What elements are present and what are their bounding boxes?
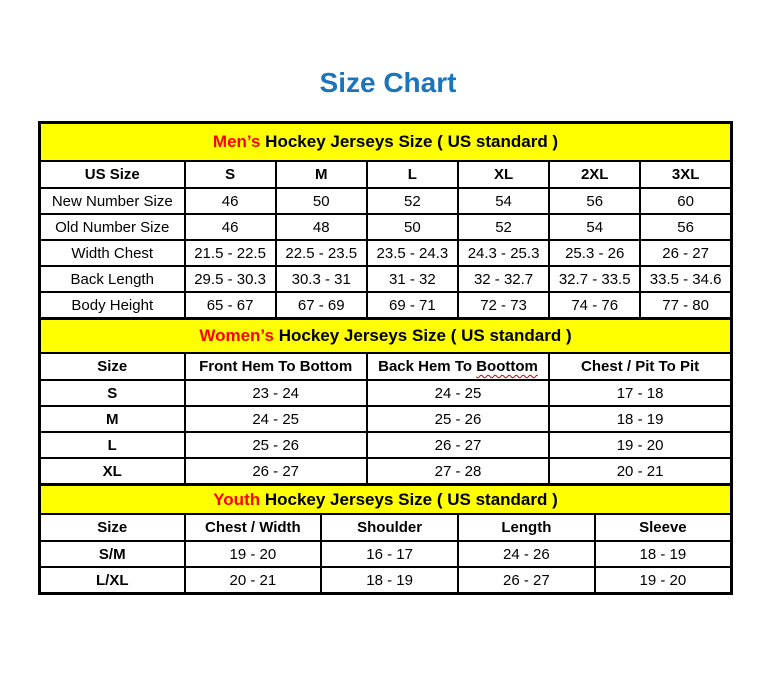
value-cell: 56 bbox=[640, 214, 731, 240]
value-cell: 25.3 - 26 bbox=[549, 240, 640, 266]
column-header-cell: Chest / Pit To Pit bbox=[549, 353, 731, 380]
value-cell: 31 - 32 bbox=[367, 266, 458, 292]
value-cell: 18 - 19 bbox=[321, 567, 458, 594]
value-cell: 56 bbox=[549, 188, 640, 214]
value-cell: 20 - 21 bbox=[185, 567, 322, 594]
value-cell: 25 - 26 bbox=[185, 432, 367, 458]
row-label-cell: New Number Size bbox=[40, 188, 185, 214]
value-cell: 74 - 76 bbox=[549, 292, 640, 319]
column-header-cell bbox=[367, 353, 549, 380]
value-cell: 23 - 24 bbox=[185, 380, 367, 406]
youth-header-row bbox=[40, 514, 732, 541]
value-cell: 33.5 - 34.6 bbox=[640, 266, 731, 292]
mens-band-rest: Hockey Jerseys Size ( US standard ) bbox=[260, 132, 559, 151]
value-cell: 54 bbox=[549, 214, 640, 240]
womens-header-row bbox=[40, 353, 732, 380]
row-label-cell: Width Chest bbox=[40, 240, 185, 266]
value-cell: 67 - 69 bbox=[276, 292, 367, 319]
value-cell: 26 - 27 bbox=[458, 567, 595, 594]
value-cell: 30.3 - 31 bbox=[276, 266, 367, 292]
youth-band-title bbox=[40, 485, 732, 515]
value-cell: 46 bbox=[185, 188, 276, 214]
column-header-cell: XL bbox=[458, 161, 549, 188]
mens-band-title bbox=[40, 123, 732, 162]
youth-band-row bbox=[40, 485, 732, 515]
youth-band-highlight: Youth bbox=[213, 489, 261, 509]
table-row bbox=[40, 266, 732, 292]
value-cell: 16 - 17 bbox=[321, 541, 458, 567]
value-cell: 69 - 71 bbox=[367, 292, 458, 319]
value-cell: 32 - 32.7 bbox=[458, 266, 549, 292]
column-header-cell: Size bbox=[40, 353, 185, 380]
size-tables-container bbox=[38, 121, 733, 595]
value-cell: 26 - 27 bbox=[367, 432, 549, 458]
column-header-cell: Front Hem To Bottom bbox=[185, 353, 367, 380]
row-label-cell: L bbox=[40, 432, 185, 458]
column-header-cell: S bbox=[185, 161, 276, 188]
value-cell: 52 bbox=[458, 214, 549, 240]
womens-band-rest: Hockey Jerseys Size ( US standard ) bbox=[273, 326, 572, 345]
table-row bbox=[40, 458, 732, 485]
value-cell: 26 - 27 bbox=[185, 458, 367, 485]
column-header-text: Back Hem To bbox=[378, 358, 477, 375]
row-label-cell: XL bbox=[40, 458, 185, 485]
youth-band-rest: Hockey Jerseys Size ( US standard ) bbox=[260, 489, 558, 509]
value-cell: 54 bbox=[458, 188, 549, 214]
value-cell: 52 bbox=[367, 188, 458, 214]
value-cell: 20 - 21 bbox=[549, 458, 731, 485]
mens-band-row bbox=[40, 123, 732, 162]
column-header-cell: Chest / Width bbox=[185, 514, 322, 541]
row-label-cell: S/M bbox=[40, 541, 185, 567]
table-row bbox=[40, 380, 732, 406]
mens-header-row bbox=[40, 161, 732, 188]
value-cell: 65 - 67 bbox=[185, 292, 276, 319]
value-cell: 22.5 - 23.5 bbox=[276, 240, 367, 266]
page-title: Size Chart bbox=[319, 67, 457, 98]
row-label-cell: L/XL bbox=[40, 567, 185, 594]
value-cell: 18 - 19 bbox=[595, 541, 732, 567]
value-cell: 46 bbox=[185, 214, 276, 240]
womens-band-row bbox=[40, 319, 732, 354]
row-label-cell: S bbox=[40, 380, 185, 406]
value-cell: 21.5 - 22.5 bbox=[185, 240, 276, 266]
table-row bbox=[40, 567, 732, 594]
column-header-cell: L bbox=[367, 161, 458, 188]
table-row bbox=[40, 240, 732, 266]
table-row bbox=[40, 292, 732, 319]
value-cell: 17 - 18 bbox=[549, 380, 731, 406]
row-label-cell: Old Number Size bbox=[40, 214, 185, 240]
mens-band-highlight: Men’s bbox=[212, 132, 261, 151]
womens-size-table bbox=[38, 317, 733, 486]
value-cell: 50 bbox=[276, 188, 367, 214]
youth-size-table bbox=[38, 483, 733, 595]
table-row bbox=[40, 406, 732, 432]
value-cell: 25 - 26 bbox=[367, 406, 549, 432]
table-row bbox=[40, 188, 732, 214]
value-cell: 77 - 80 bbox=[640, 292, 731, 319]
column-header-cell: Length bbox=[458, 514, 595, 541]
value-cell: 32.7 - 33.5 bbox=[549, 266, 640, 292]
womens-band-title bbox=[40, 319, 732, 354]
value-cell: 23.5 - 24.3 bbox=[367, 240, 458, 266]
column-header-cell: Size bbox=[40, 514, 185, 541]
value-cell: 48 bbox=[276, 214, 367, 240]
value-cell: 72 - 73 bbox=[458, 292, 549, 319]
value-cell: 26 - 27 bbox=[640, 240, 731, 266]
value-cell: 19 - 20 bbox=[549, 432, 731, 458]
value-cell: 24.3 - 25.3 bbox=[458, 240, 549, 266]
column-header-cell: 2XL bbox=[549, 161, 640, 188]
column-header-cell: 3XL bbox=[640, 161, 731, 188]
value-cell: 24 - 25 bbox=[185, 406, 367, 432]
row-label-cell: M bbox=[40, 406, 185, 432]
table-row bbox=[40, 541, 732, 567]
value-cell: 27 - 28 bbox=[367, 458, 549, 485]
misspelled-word: Boottom bbox=[476, 358, 538, 375]
value-cell: 19 - 20 bbox=[185, 541, 322, 567]
mens-size-table bbox=[38, 121, 733, 320]
value-cell: 19 - 20 bbox=[595, 567, 732, 594]
table-row bbox=[40, 214, 732, 240]
value-cell: 60 bbox=[640, 188, 731, 214]
value-cell: 29.5 - 30.3 bbox=[185, 266, 276, 292]
table-row bbox=[40, 432, 732, 458]
womens-band-highlight: Women’s bbox=[199, 326, 274, 345]
row-label-cell: Body Height bbox=[40, 292, 185, 319]
value-cell: 50 bbox=[367, 214, 458, 240]
value-cell: 18 - 19 bbox=[549, 406, 731, 432]
row-label-cell: Back Length bbox=[40, 266, 185, 292]
column-header-cell: Shoulder bbox=[321, 514, 458, 541]
column-header-cell: US Size bbox=[40, 161, 185, 188]
value-cell: 24 - 26 bbox=[458, 541, 595, 567]
column-header-cell: M bbox=[276, 161, 367, 188]
column-header-cell: Sleeve bbox=[595, 514, 732, 541]
value-cell: 24 - 25 bbox=[367, 380, 549, 406]
